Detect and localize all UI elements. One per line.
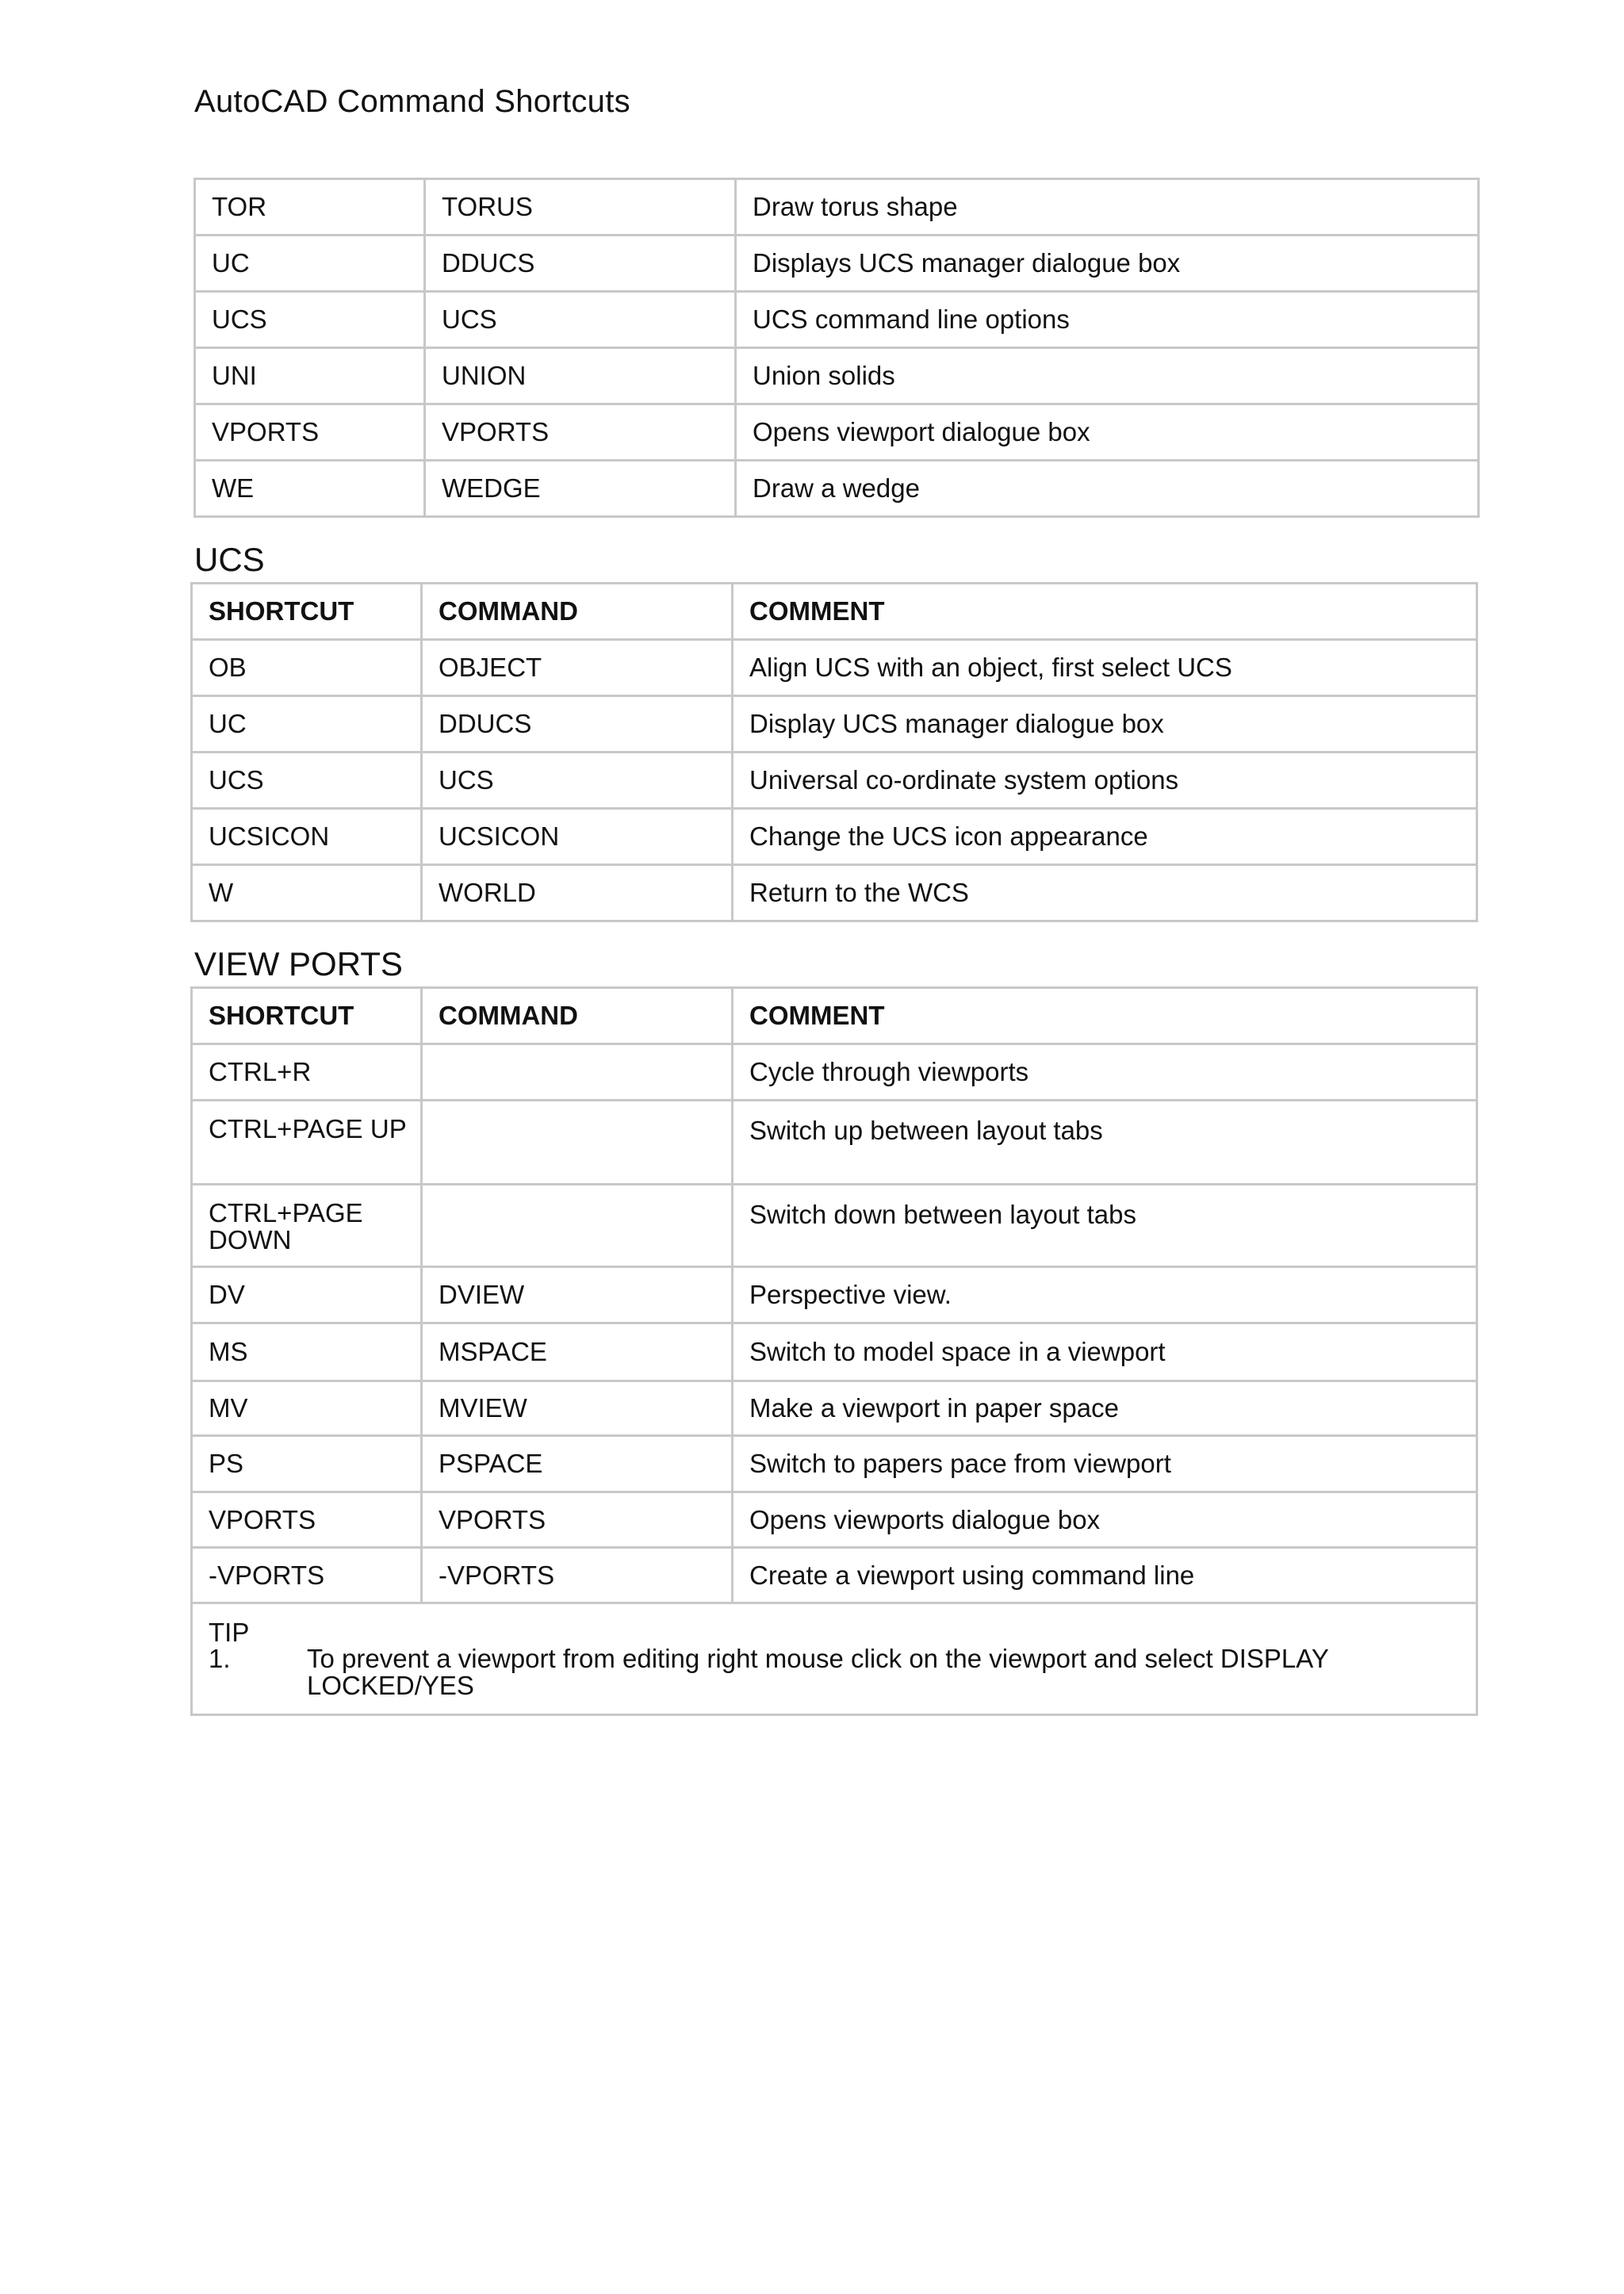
table-row <box>192 1381 1477 1436</box>
table-row <box>192 696 1477 753</box>
shortcut-cell: MV <box>192 1381 422 1436</box>
column-header-shortcut: SHORTCUT <box>192 988 422 1044</box>
command-cell: VPORTS <box>425 404 736 461</box>
command-cell: WEDGE <box>425 461 736 517</box>
comment-cell: Universal co-ordinate system options <box>733 753 1477 809</box>
shortcut-cell: OB <box>192 640 422 696</box>
table-row <box>192 1044 1477 1101</box>
tip-number: 1. <box>209 1644 231 1673</box>
shortcut-cell: WE <box>195 461 425 517</box>
section-heading-ucs: UCS <box>194 541 265 578</box>
shortcut-cell: CTRL+R <box>192 1044 422 1101</box>
shortcut-cell: UC <box>195 236 425 292</box>
comment-cell: Perspective view. <box>733 1267 1477 1323</box>
comment-cell: Cycle through viewports <box>733 1044 1477 1101</box>
table-row <box>195 179 1479 236</box>
command-cell: UNION <box>425 348 736 404</box>
tip-text: To prevent a viewport from editing right mouse click on the viewport and select DISPLAY LOCKED/YES <box>307 1644 1329 1700</box>
comment-cell: UCS command line options <box>736 292 1479 348</box>
comment-cell: Switch down between layout tabs <box>733 1185 1477 1267</box>
shortcut-cell: CTRL+PAGE DOWN <box>192 1185 422 1267</box>
column-header-comment: COMMENT <box>733 584 1477 640</box>
table-row <box>192 640 1477 696</box>
ucs-shortcut-table <box>190 582 1478 922</box>
tip-cell <box>192 1603 1477 1715</box>
command-cell <box>422 1044 733 1101</box>
command-cell: PSPACE <box>422 1436 733 1492</box>
shortcut-cell: W <box>192 865 422 921</box>
shortcut-cell: UNI <box>195 348 425 404</box>
table-row <box>192 753 1477 809</box>
column-header-command: COMMAND <box>422 584 733 640</box>
comment-cell: Displays UCS manager dialogue box <box>736 236 1479 292</box>
shortcut-cell: VPORTS <box>192 1492 422 1548</box>
shortcut-cell: PS <box>192 1436 422 1492</box>
table-row <box>192 1101 1477 1185</box>
comment-cell: Draw torus shape <box>736 179 1479 236</box>
table-row <box>192 1548 1477 1603</box>
shortcut-cell: DV <box>192 1267 422 1323</box>
table-header-row <box>192 988 1477 1044</box>
command-cell: DDUCS <box>422 696 733 753</box>
table-row <box>192 865 1477 921</box>
table-row <box>192 1492 1477 1548</box>
command-cell: UCS <box>425 292 736 348</box>
comment-cell: Display UCS manager dialogue box <box>733 696 1477 753</box>
viewports-shortcut-table <box>190 986 1478 1716</box>
command-cell <box>422 1101 733 1185</box>
shortcut-cell: MS <box>192 1323 422 1381</box>
comment-cell: Align UCS with an object, first select UCS <box>733 640 1477 696</box>
command-cell: UCSICON <box>422 809 733 865</box>
top-shortcut-table <box>193 178 1480 518</box>
comment-cell: Draw a wedge <box>736 461 1479 517</box>
command-cell: WORLD <box>422 865 733 921</box>
column-header-command: COMMAND <box>422 988 733 1044</box>
page-title: AutoCAD Command Shortcuts <box>194 84 630 119</box>
command-cell: TORUS <box>425 179 736 236</box>
comment-cell: Return to the WCS <box>733 865 1477 921</box>
command-cell: MSPACE <box>422 1323 733 1381</box>
command-cell: VPORTS <box>422 1492 733 1548</box>
command-cell: DDUCS <box>425 236 736 292</box>
command-cell: UCS <box>422 753 733 809</box>
table-row <box>192 1185 1477 1267</box>
table-header-row <box>192 584 1477 640</box>
comment-cell: Make a viewport in paper space <box>733 1381 1477 1436</box>
table-row <box>195 348 1479 404</box>
table-row <box>195 461 1479 517</box>
table-row <box>192 1436 1477 1492</box>
table-row <box>192 1323 1477 1381</box>
table-row <box>195 236 1479 292</box>
tip-label: TIP <box>209 1618 250 1647</box>
shortcut-cell: UC <box>192 696 422 753</box>
shortcut-cell: UCS <box>192 753 422 809</box>
comment-cell: Union solids <box>736 348 1479 404</box>
command-cell <box>422 1185 733 1267</box>
tip-row <box>192 1603 1477 1715</box>
column-header-shortcut: SHORTCUT <box>192 584 422 640</box>
table-row <box>192 809 1477 865</box>
table-row <box>192 1267 1477 1323</box>
comment-cell: Create a viewport using command line <box>733 1548 1477 1603</box>
shortcut-cell: TOR <box>195 179 425 236</box>
shortcut-cell: VPORTS <box>195 404 425 461</box>
shortcut-cell: UCS <box>195 292 425 348</box>
shortcut-cell: CTRL+PAGE UP <box>192 1101 422 1185</box>
table-row <box>195 292 1479 348</box>
table-row <box>195 404 1479 461</box>
command-cell: -VPORTS <box>422 1548 733 1603</box>
command-cell: MVIEW <box>422 1381 733 1436</box>
command-cell: OBJECT <box>422 640 733 696</box>
column-header-comment: COMMENT <box>733 988 1477 1044</box>
comment-cell: Switch to papers pace from viewport <box>733 1436 1477 1492</box>
comment-cell: Opens viewport dialogue box <box>736 404 1479 461</box>
tip-item <box>209 1645 1476 1699</box>
comment-cell: Switch up between layout tabs <box>733 1101 1477 1185</box>
shortcut-cell: -VPORTS <box>192 1548 422 1603</box>
section-heading-view-ports: VIEW PORTS <box>194 945 403 982</box>
comment-cell: Change the UCS icon appearance <box>733 809 1477 865</box>
command-cell: DVIEW <box>422 1267 733 1323</box>
comment-cell: Switch to model space in a viewport <box>733 1323 1477 1381</box>
comment-cell: Opens viewports dialogue box <box>733 1492 1477 1548</box>
shortcut-cell: UCSICON <box>192 809 422 865</box>
